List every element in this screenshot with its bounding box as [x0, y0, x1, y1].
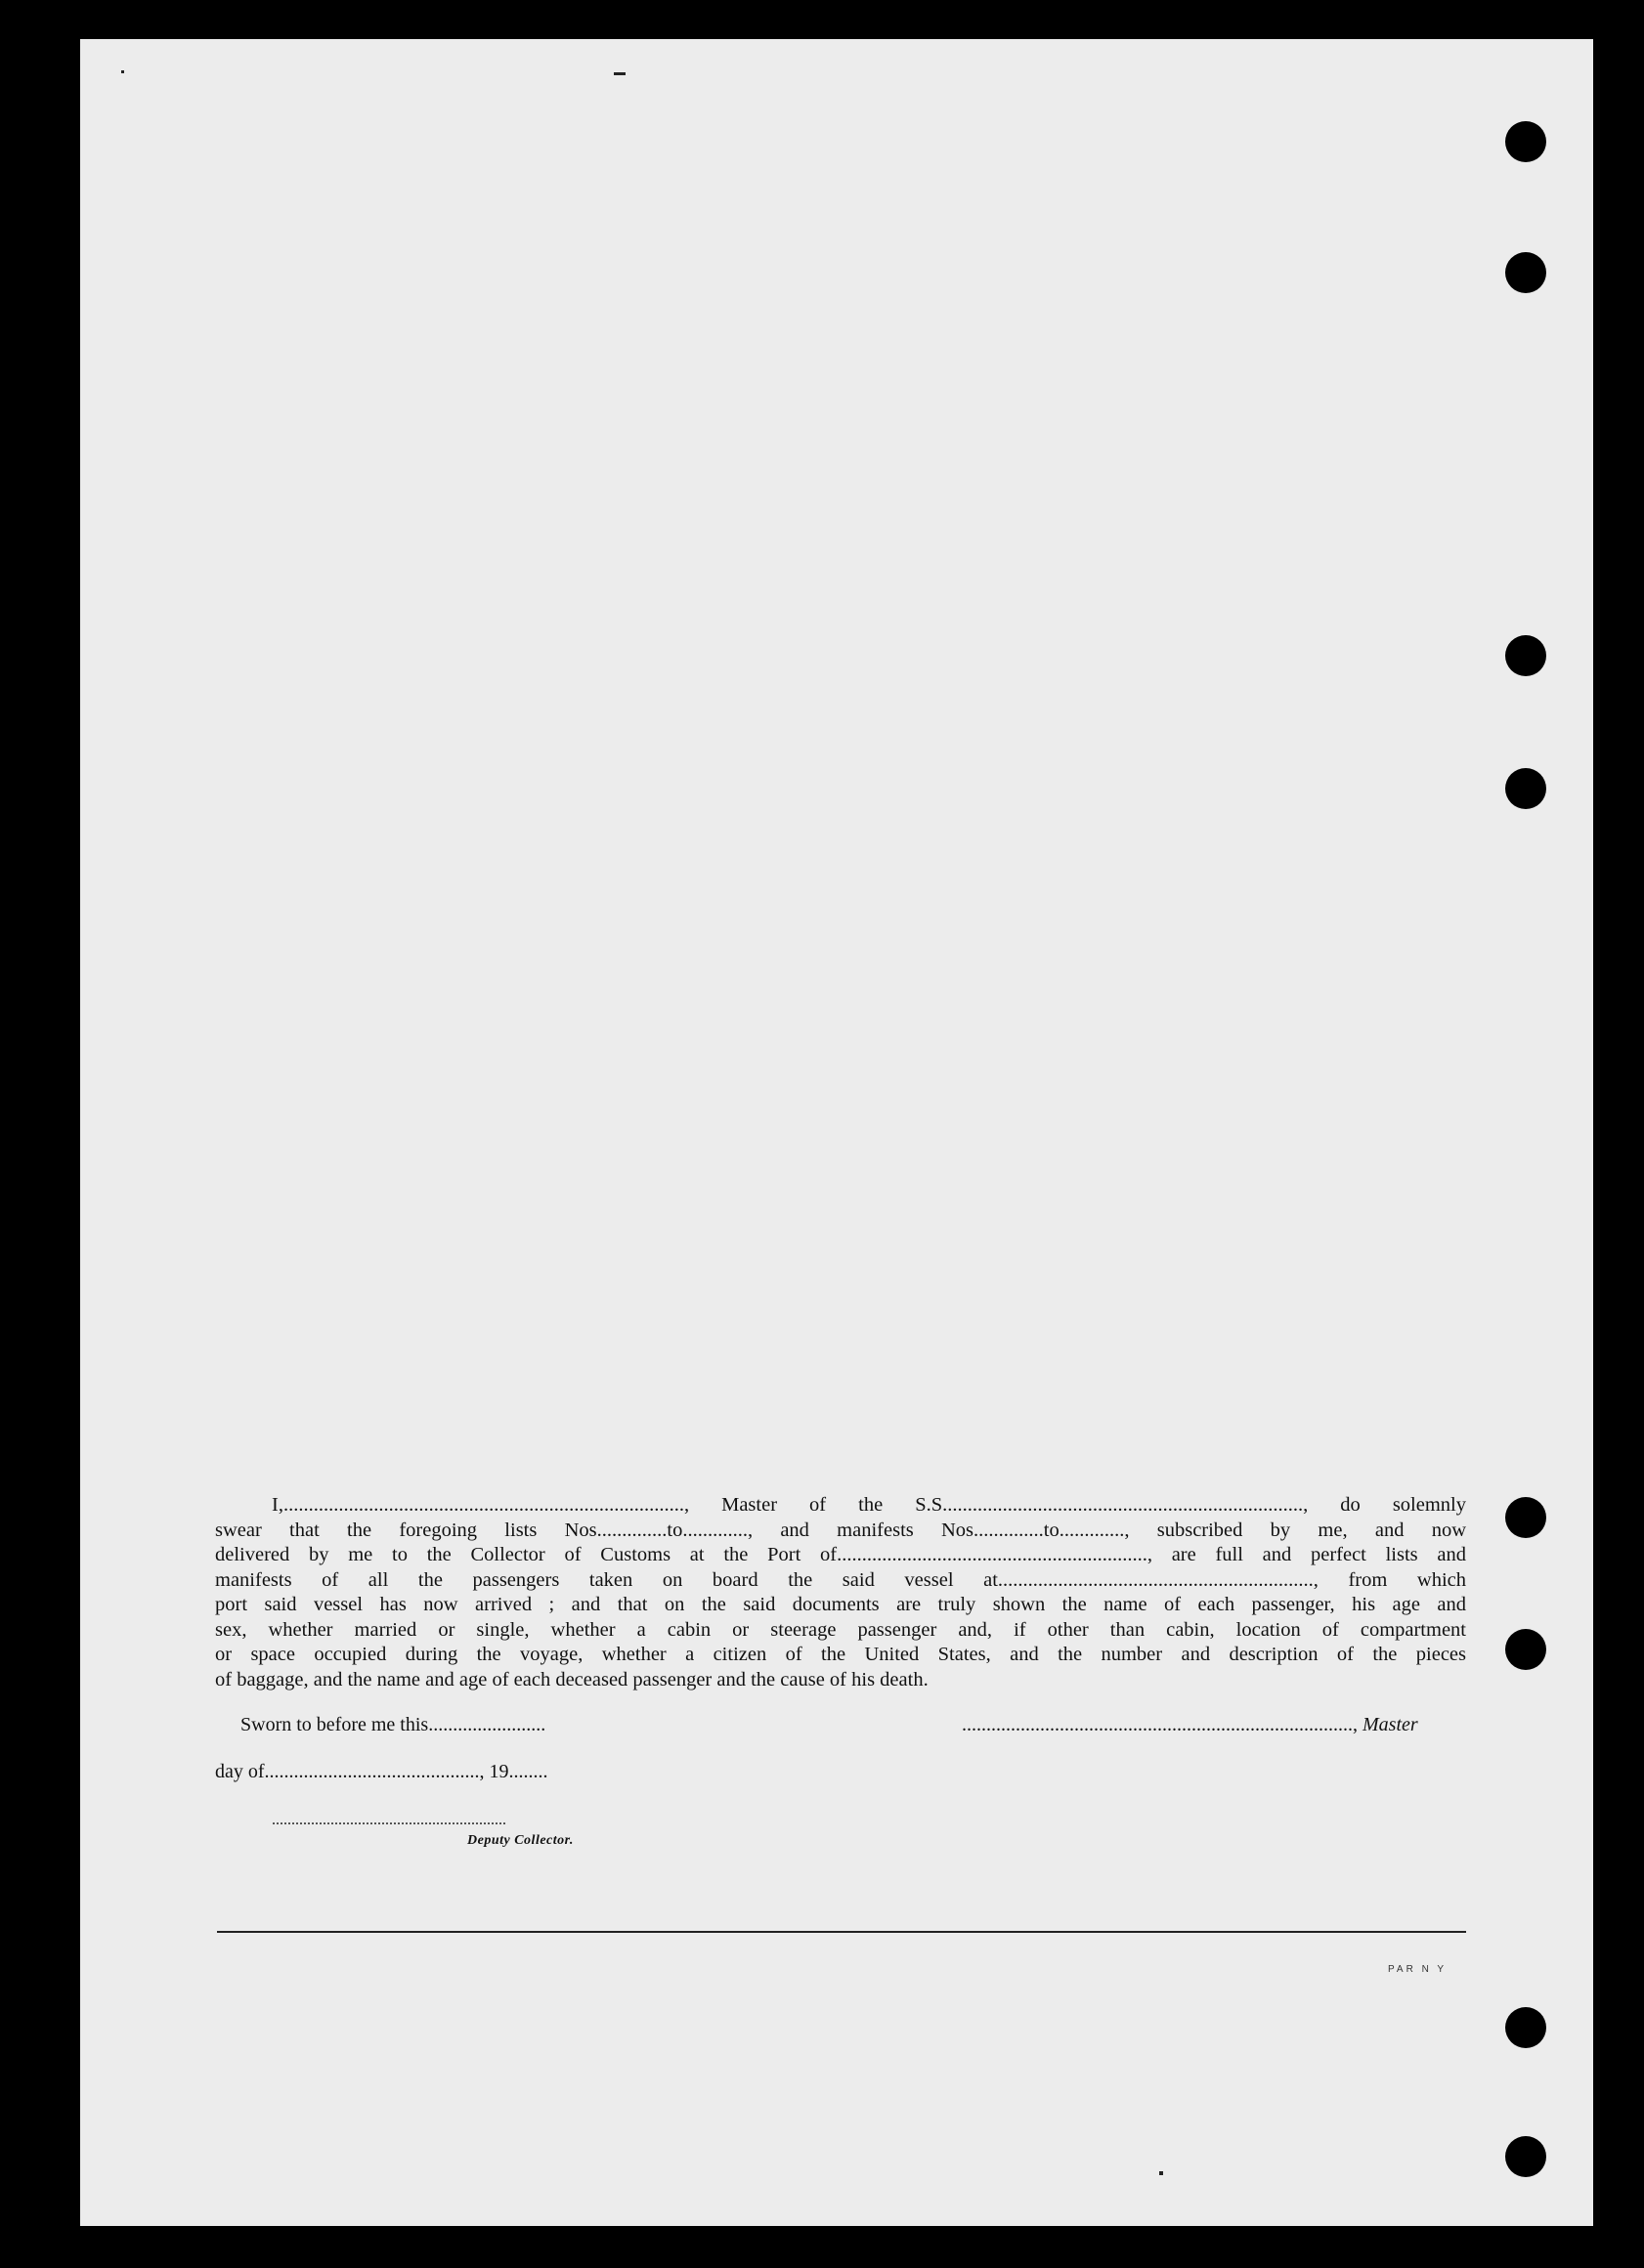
oath-line: manifests of all the passengers taken on board the said vessel at..............................................................., from which	[215, 1568, 1466, 1591]
punch-hole	[1505, 1629, 1546, 1670]
speck	[614, 72, 626, 75]
punch-hole	[1505, 768, 1546, 809]
day-line: day of............................................, 19........	[215, 1761, 548, 1782]
oath-line: I,................................................................................, Master of the S.S........................................................................, do solemnly	[272, 1494, 1466, 1516]
oath-line: swear that the foregoing lists Nos..............to............., and manifests Nos..............to............., subscribed by me, and now	[215, 1519, 1466, 1541]
deputy-signature-line: ............................................................	[272, 1812, 506, 1828]
punch-hole	[1505, 2136, 1546, 2177]
oath-paragraph	[215, 1493, 1466, 1692]
oath-line: of baggage, and the name and age of each deceased passenger and the cause of his death.	[215, 1668, 929, 1690]
oath-line: or space occupied during the voyage, whether a citizen of the United States, and the number and description of the pieces	[215, 1644, 1466, 1665]
deputy-collector-label: Deputy Collector.	[467, 1833, 574, 1848]
punch-hole	[1505, 2007, 1546, 2048]
master-dots: ................................................................................,	[962, 1714, 1363, 1735]
document-page	[80, 39, 1593, 2226]
form-code: PAR N Y	[1388, 1964, 1448, 1975]
oath-line: sex, whether married or single, whether a cabin or steerage passenger and, if other than cabin, location of compartment	[215, 1618, 1466, 1641]
punch-hole	[1505, 121, 1546, 162]
speck	[121, 70, 124, 73]
punch-hole	[1505, 1497, 1546, 1538]
sworn-line: Sworn to before me this........................	[240, 1714, 546, 1735]
oath-line: port said vessel has now arrived ; and that on the said documents are truly shown the name of each passenger, his age and	[215, 1594, 1466, 1615]
punch-hole	[1505, 252, 1546, 293]
speck	[1159, 2171, 1163, 2175]
divider-rule	[217, 1931, 1466, 1933]
master-signature-line	[962, 1714, 1418, 1736]
punch-hole	[1505, 635, 1546, 676]
bleed-through-text	[197, 98, 236, 164]
master-label: Master	[1363, 1714, 1418, 1735]
oath-line: delivered by me to the Collector of Customs at the Port of.............................................................., are full and perfect lists and	[215, 1544, 1466, 1565]
